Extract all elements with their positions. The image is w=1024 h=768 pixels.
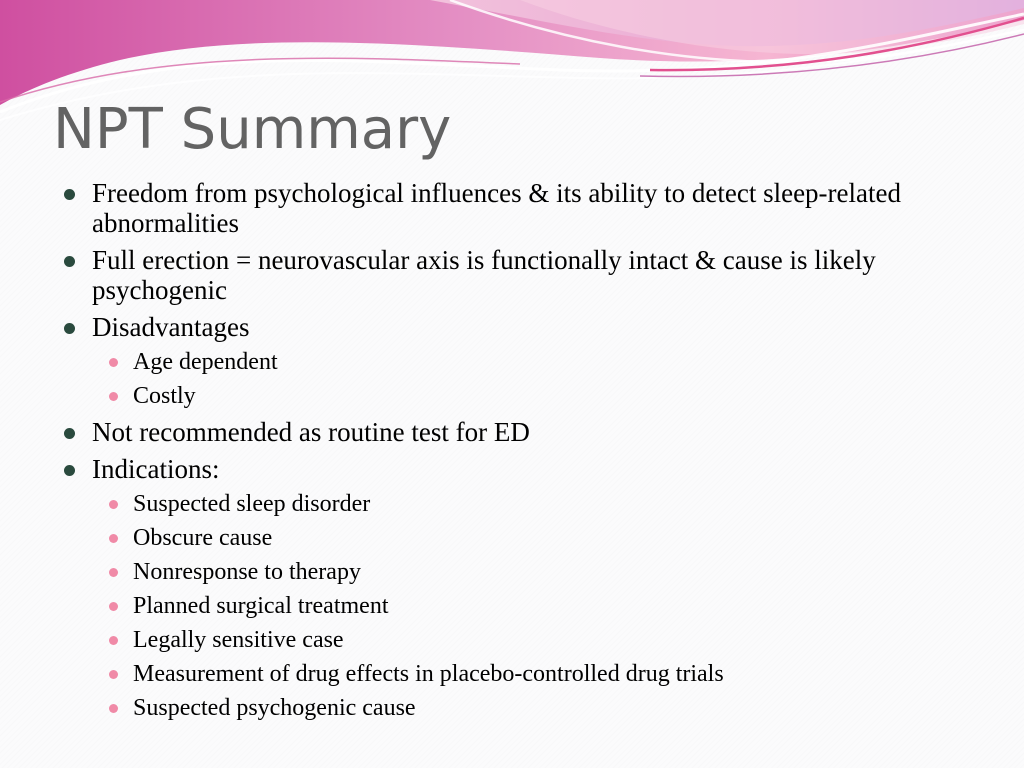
- sub-bullet-icon: [109, 602, 118, 611]
- sub-list-item: [92, 626, 982, 654]
- sub-list-item-text: Age dependent: [133, 349, 278, 375]
- bullet-icon: [64, 189, 75, 200]
- list-item: [62, 245, 982, 305]
- sub-list-item: [92, 558, 982, 586]
- sub-list-item: [92, 694, 982, 722]
- sub-list-item: [92, 348, 982, 376]
- sub-list: [92, 348, 982, 410]
- list-item-text: Indications:: [92, 454, 220, 484]
- slide-body: [62, 178, 982, 729]
- bullet-icon: [64, 323, 75, 334]
- list-item-text: Not recommended as routine test for ED: [92, 417, 530, 447]
- sub-list-item-text: Planned surgical treatment: [133, 593, 389, 619]
- slide-title: NPT Summary: [53, 97, 452, 162]
- sub-list-item: [92, 592, 982, 620]
- sub-bullet-icon: [109, 636, 118, 645]
- sub-list-item-text: Costly: [133, 383, 196, 409]
- bullet-list: [62, 178, 982, 722]
- sub-list-item-text: Nonresponse to therapy: [133, 559, 361, 585]
- list-item: [62, 312, 982, 410]
- sub-bullet-icon: [109, 534, 118, 543]
- sub-bullet-icon: [109, 392, 118, 401]
- bullet-icon: [64, 465, 75, 476]
- list-item-text: Full erection = neurovascular axis is functionally intact & cause is likely psychogenic: [92, 245, 876, 305]
- list-item: [62, 454, 982, 722]
- list-item: [62, 417, 982, 447]
- sub-list-item-text: Obscure cause: [133, 525, 273, 551]
- sub-bullet-icon: [109, 358, 118, 367]
- sub-list-item-text: Suspected psychogenic cause: [133, 695, 416, 721]
- sub-list-item: [92, 490, 982, 518]
- list-item-text: Freedom from psychological influences & its ability to detect sleep-related abnormalities: [92, 178, 901, 238]
- sub-list-item: [92, 382, 982, 410]
- sub-list-item: [92, 524, 982, 552]
- sub-list-item-text: Measurement of drug effects in placebo-controlled drug trials: [133, 661, 724, 687]
- sub-list-item: [92, 660, 982, 688]
- list-item-text: Disadvantages: [92, 312, 250, 342]
- sub-bullet-icon: [109, 670, 118, 679]
- sub-list: [92, 490, 982, 722]
- sub-list-item-text: Suspected sleep disorder: [133, 491, 371, 517]
- bullet-icon: [64, 428, 75, 439]
- sub-list-item-text: Legally sensitive case: [133, 627, 344, 653]
- bullet-icon: [64, 256, 75, 267]
- sub-bullet-icon: [109, 704, 118, 713]
- list-item: [62, 178, 982, 238]
- sub-bullet-icon: [109, 568, 118, 577]
- sub-bullet-icon: [109, 500, 118, 509]
